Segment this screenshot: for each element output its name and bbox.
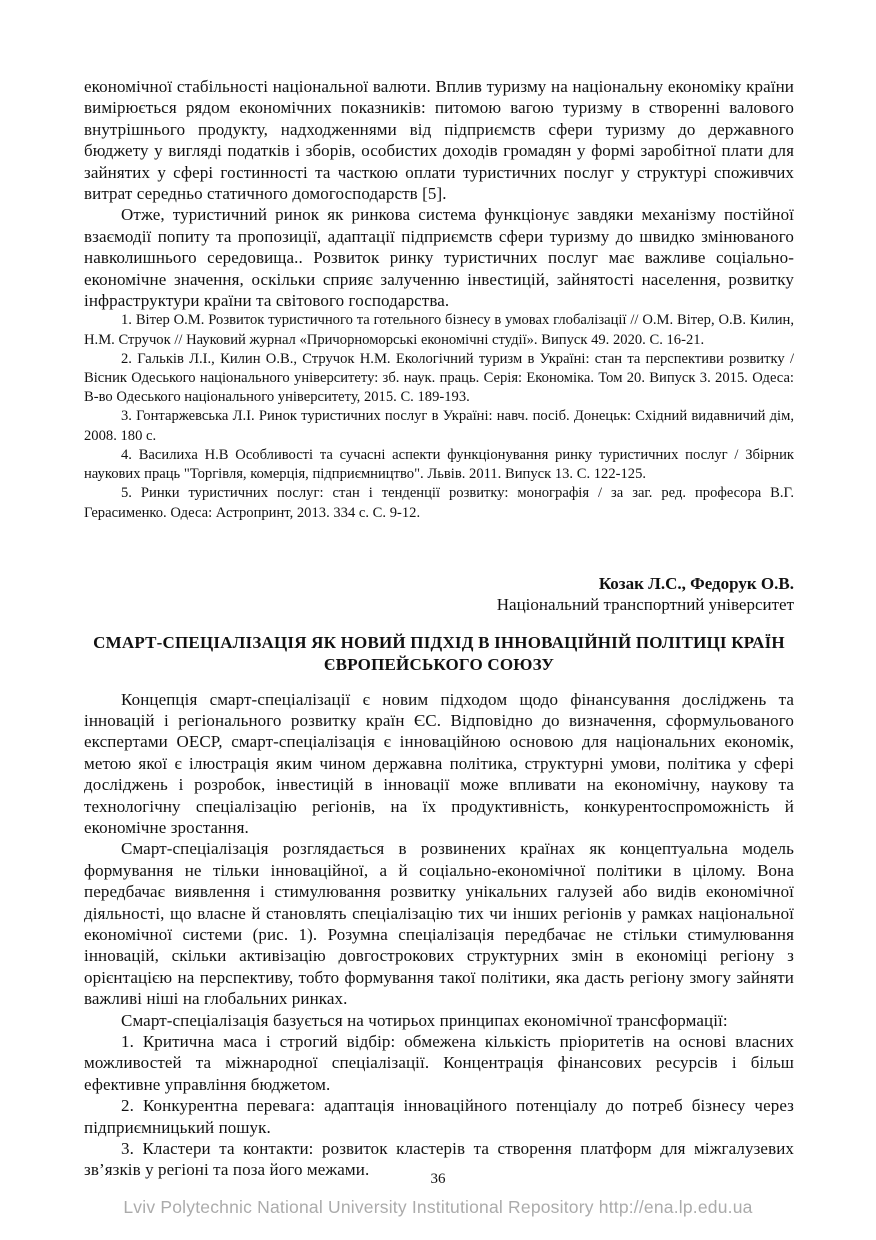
paragraph-continuation: економічної стабільності національної валюти. Вплив туризму на національну економіку країни вимірюється рядом економічних показників: питомою вагою туризму в створенні валового внутрішнього продукту, надходженнями від підприємств сфери туризму до державного бюджету у вигляді податків і зборів, особистих доходів громадян у формі заробітної плати для зайнятих у сфері гостинності та часткою оплати туристичних послуг у структурі споживчих витрат середньо статичного домогосподарств [5]. xyxy=(84,77,794,204)
article-title: СМАРТ-СПЕЦІАЛІЗАЦІЯ ЯК НОВИЙ ПІДХІД В ІННОВАЦІЙНІЙ ПОЛІТИЦІ КРАЇН ЄВРОПЕЙСЬКОГО СОЮЗУ xyxy=(93,632,785,674)
page-number: 36 xyxy=(430,1171,446,1187)
list-item-principle-3: 3. Кластери та контакти: розвиток кластерів та створення платформ для міжгалузевих зв’язків у регіоні та поза його межами. xyxy=(84,1139,794,1180)
reference-item: 1. Вітер О.М. Розвиток туристичного та готельного бізнесу в умовах глобалізації // О.М. Вітер, О.В. Килин, Н.М. Стручок // Науковий журнал «Причорноморські економічні студії». Випуск 49. 2020. С. 16-21. xyxy=(84,312,794,348)
affiliation: Національний транспортний університет xyxy=(496,595,794,615)
page-content xyxy=(84,76,794,1181)
reference-item: 5. Ринки туристичних послуг: стан і тенденції розвитку: монографія / за заг. ред. професора В.Г. Герасименко. Одеса: Астропринт, 2013. 334 с. С. 9-12. xyxy=(84,485,794,521)
repository-footer: Lviv Polytechnic National University Institutional Repository http://ena.lp.edu.ua xyxy=(123,1197,753,1217)
authors-block xyxy=(84,573,794,616)
reference-item: 2. Гальків Л.І., Килин О.В., Стручок Н.М. Екологічний туризм в Україні: стан та перспективи розвитку / Вісник Одеського національного університету: зб. наук. праць. Серія: Економіка. Том 20. Випуск 3. 2015. Одеса: В-во Одеського національного університету, 2015. С. 189-193. xyxy=(84,350,794,406)
paragraph: Смарт-спеціалізація базується на чотирьох принципах економічної трансформації: xyxy=(121,1010,728,1030)
paragraph: Смарт-спеціалізація розглядається в розвинених країнах як концептуальна модель формування не тільки інноваційної, а й соціально-економічної політики в цілому. Вона передбачає виявлення і стимулювання розвитку унікальних галузей або видів економічної діяльності, що власне й становлять спеціалізацію тих чи інших регіонів у рамках національної економічної системи (рис. 1). Розумна спеціалізація передбачає не стільки стимулювання інновацій, скільки активізацію довгострокових структурних змін в економіці регіону з орієнтацією на перспективу, тобто формування такої політики, яка дасть регіону змогу зайняти важливі ніші на глобальних ринках. xyxy=(84,839,794,1009)
list-item-principle-1: 1. Критична маса і строгий відбір: обмежена кількість пріоритетів на основі власних можливостей та міжнародної спеціалізації. Концентрація фінансових ресурсів і більш ефективне управління бюджетом. xyxy=(84,1032,794,1094)
list-item-principle-2: 2. Конкурентна перевага: адаптація інноваційного потенціалу до потреб бізнесу через підприємницький пошук. xyxy=(84,1096,794,1137)
paragraph: Концепція смарт-спеціалізації є новим підходом щодо фінансування досліджень та інновацій і регіонального розвитку країн ЄС. Відповідно до визначення, сформульованого експертами ОЕСР, смарт-спеціалізація є інноваційною основою для національних економік, метою якої є ілюстрація яким чином державна політика, структурні умови, політика у сфері досліджень і розробок, інвестицій в інновації може впливати на економічну, наукову та технологічну спеціалізацію регіонів, на їх продуктивність, конкурентоспроможність й економічне зростання. xyxy=(84,689,794,837)
paragraph: Отже, туристичний ринок як ринкова система функціонує завдяки механізму постійної взаємодії попиту та пропозиції, адаптації підприємств сфери туризму до швидко змінюваного навколишнього середовища.. Розвиток ринку туристичних послуг має важливе соціально-економічне значення, оскільки сприяє залученню інвестицій, зайнятості населення, розвитку інфраструктури країни та світового господарства. xyxy=(84,205,794,311)
authors: Козак Л.С., Федорук О.В. xyxy=(598,573,794,593)
reference-item: 3. Гонтаржевська Л.І. Ринок туристичних послуг в Україні: навч. посіб. Донецьк: Східний видавничий дім, 2008. 180 с. xyxy=(84,408,794,444)
references-list xyxy=(84,311,794,522)
reference-item: 4. Василиха Н.В Особливості та сучасні аспекти функціонування ринку туристичних послуг / Збірник наукових праць "Торгівля, комерція, підприємництво". Львів. 2011. Випуск 13. С. 122-125. xyxy=(84,446,794,483)
